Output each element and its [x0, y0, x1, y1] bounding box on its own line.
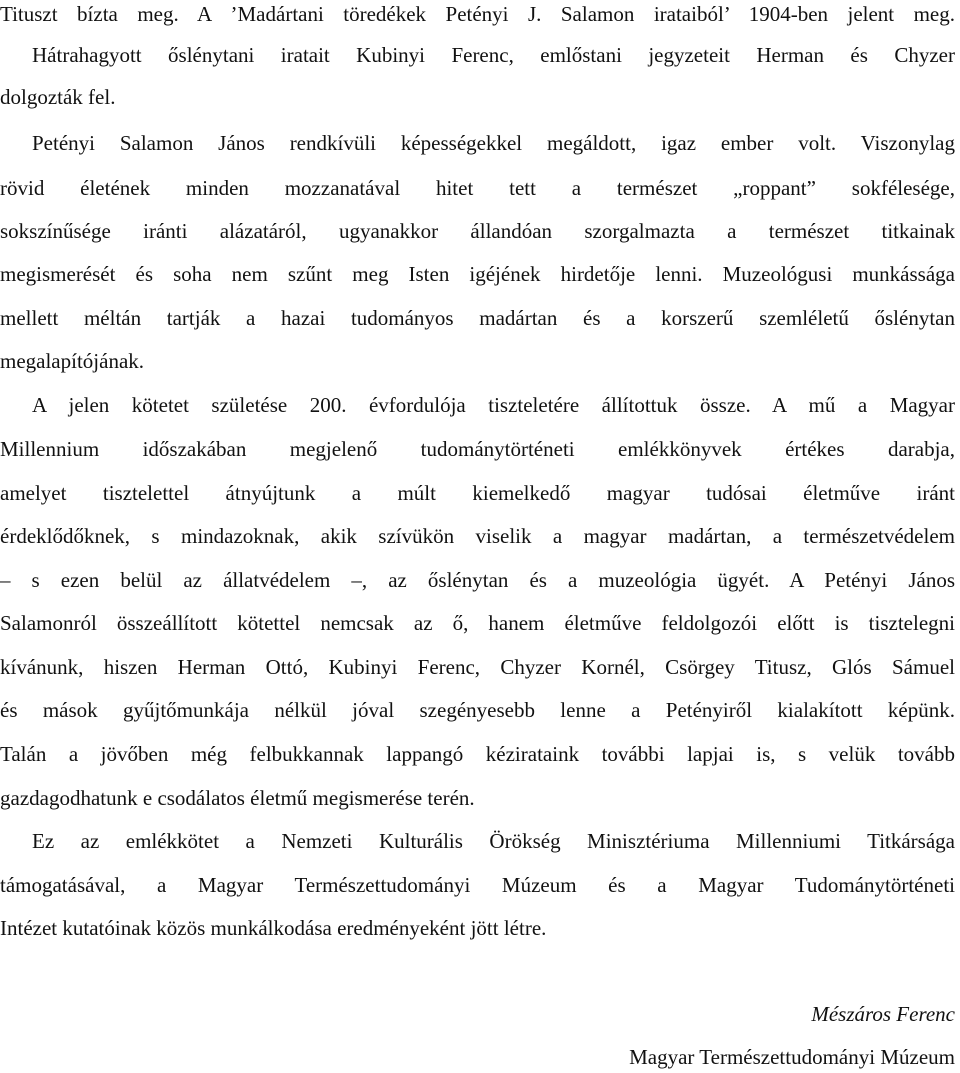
- text-line: kívánunk, hiszen Herman Ottó, Kubinyi Ferenc, Chyzer Kornél, Csörgey Titusz, Glós Sámuel: [0, 655, 955, 679]
- text-line: érdeklődőknek, s mindazoknak, akik szívükön viselik a magyar madártan, a természetvédelem: [0, 524, 955, 548]
- text-line: A jelen kötetet születése 200. évfordulója tiszteletére állítottuk össze. A mű a Magyar: [32, 393, 955, 417]
- text-line: Tituszt bízta meg. A ’Madártani töredékek Petényi J. Salamon irataiból’ 1904-ben jelent meg.: [0, 2, 955, 26]
- text-line: Talán a jövőben még felbukkannak lappangó kézirataink további lapjai is, s velük tovább: [0, 742, 955, 766]
- text-line: gazdagodhatunk e csodálatos életmű megismerése terén.: [0, 786, 475, 810]
- text-line: Hátrahagyott őslénytani iratait Kubinyi Ferenc, emlőstani jegyzeteit Herman és Chyzer: [32, 43, 955, 67]
- text-line: Petényi Salamon János rendkívüli képességekkel megáldott, igaz ember volt. Viszonylag: [32, 131, 955, 155]
- text-line: rövid életének minden mozzanatával hitet tett a természet „roppant” sokfélesége,: [0, 176, 955, 200]
- text-line: támogatásával, a Magyar Természettudományi Múzeum és a Magyar Tudománytörténeti: [0, 873, 955, 897]
- text-line: megalapítójának.: [0, 349, 145, 373]
- text-line: mellett méltán tartják a hazai tudományos madártan és a korszerű szemléletű őslénytan: [0, 306, 955, 330]
- text-line: – s ezen belül az állatvédelem –, az őslénytan és a muzeológia ügyét. A Petényi János: [0, 568, 955, 592]
- signature-name: Mészáros Ferenc: [811, 1002, 955, 1026]
- text-line: dolgozták fel.: [0, 85, 116, 109]
- text-line: Salamonról összeállított kötettel nemcsak az ő, hanem életműve feldolgozói előtt is tisztelegni: [0, 611, 955, 635]
- text-line: megismerését és soha nem szűnt meg Isten igéjének hirdetője lenni. Muzeológusi munkássága: [0, 262, 955, 286]
- text-line: amelyet tisztelettel átnyújtunk a múlt kiemelkedő magyar tudósai életműve iránt: [0, 481, 955, 505]
- text-line: Intézet kutatóinak közös munkálkodása eredményeként jött létre.: [0, 916, 547, 940]
- text-line: és mások gyűjtőmunkája nélkül jóval szegényesebb lenne a Petényiről kialakított képünk.: [0, 698, 955, 722]
- text-line: Millennium időszakában megjelenő tudománytörténeti emlékkönyvek értékes darabja,: [0, 437, 955, 461]
- text-line: Ez az emlékkötet a Nemzeti Kulturális Örökség Minisztériuma Millenniumi Titkársága: [32, 829, 955, 853]
- signature-institution: Magyar Természettudományi Múzeum: [629, 1045, 955, 1069]
- text-line: sokszínűsége iránti alázatáról, ugyanakkor állandóan szorgalmazta a természet titkainak: [0, 219, 955, 243]
